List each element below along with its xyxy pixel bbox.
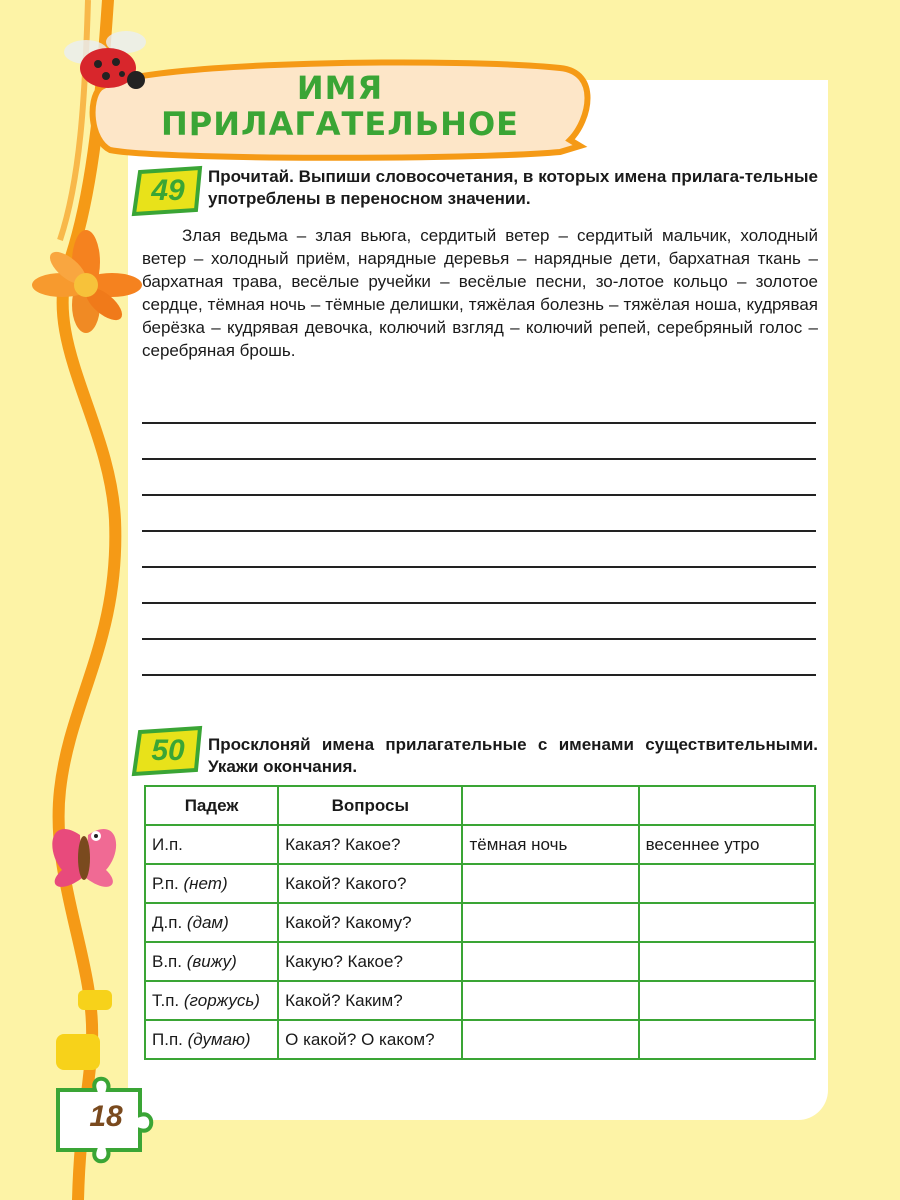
title-line-2: ПРИЛАГАТЕЛЬНОЕ xyxy=(160,105,519,143)
case-label: В.п. xyxy=(152,951,182,971)
task-number-badge xyxy=(137,729,199,773)
answer-cell[interactable] xyxy=(639,981,815,1020)
case-cell xyxy=(145,1020,278,1059)
answer-line[interactable] xyxy=(142,532,816,568)
case-cell xyxy=(145,825,278,864)
answer-line[interactable] xyxy=(142,496,816,532)
table-row xyxy=(145,825,815,864)
case-label: П.п. xyxy=(152,1029,183,1049)
questions-cell: Какой? Каким? xyxy=(278,981,462,1020)
table-row xyxy=(145,864,815,903)
questions-cell: Какой? Какого? xyxy=(278,864,462,903)
page-number: 18 xyxy=(89,1100,123,1133)
case-hint: (думаю) xyxy=(187,1029,251,1049)
answer-cell[interactable]: весеннее утро xyxy=(639,825,815,864)
answer-line[interactable] xyxy=(142,640,816,676)
questions-cell: Какую? Какое? xyxy=(278,942,462,981)
answer-line[interactable] xyxy=(142,460,816,496)
flower-icon xyxy=(32,230,142,333)
page-title xyxy=(100,70,580,142)
answer-cell[interactable] xyxy=(462,1020,638,1059)
butterfly-icon xyxy=(52,829,116,887)
answer-cell[interactable] xyxy=(639,864,815,903)
case-label: И.п. xyxy=(152,834,183,854)
questions-cell: Какая? Какое? xyxy=(278,825,462,864)
table-row xyxy=(145,942,815,981)
table-header-row xyxy=(145,786,815,825)
answer-cell[interactable] xyxy=(639,942,815,981)
header-empty xyxy=(462,786,638,825)
task-instruction: Просклоняй имена прилагательные с именами существительными. Укажи окончания. xyxy=(208,735,818,776)
table-row xyxy=(145,903,815,942)
case-label: Т.п. xyxy=(152,990,180,1010)
case-label: Д.п. xyxy=(152,912,183,932)
answer-cell[interactable] xyxy=(462,981,638,1020)
case-label: Р.п. xyxy=(152,873,179,893)
task-number: 50 xyxy=(151,734,185,767)
task-text xyxy=(142,224,818,362)
case-hint: (нет) xyxy=(183,873,228,893)
task-number-badge xyxy=(137,169,199,213)
questions-cell: О какой? О каком? xyxy=(278,1020,462,1059)
answer-line[interactable] xyxy=(142,388,816,424)
answer-cell[interactable] xyxy=(639,903,815,942)
case-cell xyxy=(145,942,278,981)
answer-lines[interactable] xyxy=(142,388,816,676)
answer-cell[interactable] xyxy=(462,942,638,981)
answer-line[interactable] xyxy=(142,568,816,604)
task-number: 49 xyxy=(151,174,185,207)
declension-table xyxy=(144,785,816,1060)
reading-paragraph: Злая ведьма – злая вьюга, сердитый ветер – сердитый мальчик, холодный ветер – холодный приём, нарядные деревья – нарядные дети, бархатная ткань – бархатная трава, весёлые ручейки – весёлые песни, зо-лотое кольцо – золотое сердце, тёмная ночь – тёмные делишки, тяжёлая болезнь – тяжёлая ноша, кудрявая берёзка – кудрявая девочка, колючий взгляд – колючий репей, серебряный голос – серебряная брошь. xyxy=(142,226,818,360)
case-cell xyxy=(145,981,278,1020)
case-cell xyxy=(145,903,278,942)
answer-cell[interactable] xyxy=(462,864,638,903)
answer-cell[interactable]: тёмная ночь xyxy=(462,825,638,864)
case-hint: (дам) xyxy=(186,912,229,932)
case-cell xyxy=(145,864,278,903)
title-line-1: ИМЯ xyxy=(296,69,384,107)
header-empty xyxy=(639,786,815,825)
task-instruction: Прочитай. Выпиши словосочетания, в которых имена прилага-тельные употреблены в переносном значении. xyxy=(208,167,818,208)
table-row xyxy=(145,1020,815,1059)
header-questions: Вопросы xyxy=(278,786,462,825)
answer-line[interactable] xyxy=(142,604,816,640)
case-hint: (горжусь) xyxy=(183,990,260,1010)
header-case: Падеж xyxy=(145,786,278,825)
case-hint: (вижу) xyxy=(186,951,237,971)
questions-cell: Какой? Какому? xyxy=(278,903,462,942)
answer-cell[interactable] xyxy=(462,903,638,942)
answer-cell[interactable] xyxy=(639,1020,815,1059)
table-row xyxy=(145,981,815,1020)
answer-line[interactable] xyxy=(142,424,816,460)
